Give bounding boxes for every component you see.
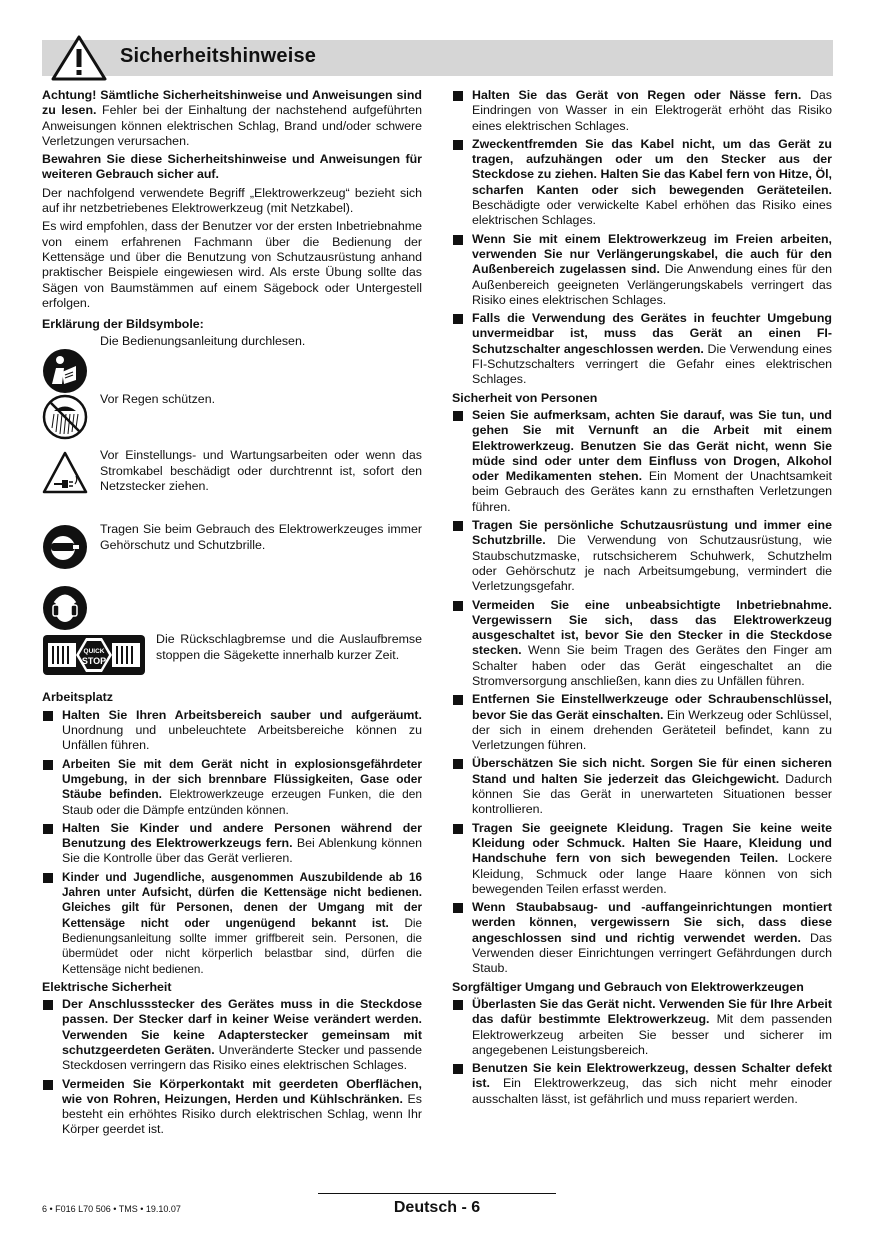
list-item: Entfernen Sie Einstellwerkzeuge oder Schraubenschlüssel, bevor Sie das Gerät einschalten. Ein Werkzeug oder Schlüssel, der sich in einem drehenden Geräteteil befindet, kann zu Verletzungen führen. xyxy=(452,692,832,753)
list-item: Überlasten Sie das Gerät nicht. Verwenden Sie für Ihre Arbeit das dafür bestimmte Elektrowerkzeug. Mit dem passenden Elektrowerkzeug arbeiten Sie besser und sicherer im angegebenen Leistungsbereich. xyxy=(452,997,832,1058)
intro-warning: Achtung! Sämtliche Sicherheitshinweise und Anweisungen sind zu lesen. Fehler bei der Einhaltung der nachstehend aufgeführten Anweisungen können elektrischen Schlag, Brand und/oder schwere Verletzungen verursachen. xyxy=(42,88,422,148)
quickstop-bottom-text: STOP xyxy=(81,656,107,667)
list-item: Wenn Staubabsaug- und -auffangeinrichtungen montiert werden können, vergewissern Sie sich, dass diese angeschlossen sind und richtig verwendet werden. Das Verwenden dieser Einrichtungen verringert Gefährdungen durch Staub. xyxy=(452,900,832,976)
page-title: Sicherheitshinweise xyxy=(120,45,317,67)
elektrisch-heading: Elektrische Sicherheit xyxy=(42,979,172,994)
symbol-text-unplug: Vor Einstellungs- und Wartungsarbeiten oder wenn das Stromkabel beschädigt oder durchtrennt ist, sofort den Netzstecker ziehen. xyxy=(100,448,422,494)
list-item: Kinder und Jugendliche, ausgenommen Auszubildende ab 16 Jahren unter Aufsicht, dürfen die Kettensäge nicht bedienen. Gleiches gilt für Personen, denen der Umgang mit der Kettensäge nicht oder ungenügend bekannt ist. Die Bedienungsanleitung sollte immer griffbereit sein. Personen, die übermüdet oder nicht körperlich belastbar sind, dürfen die Kettensäge nicht bedienen. xyxy=(42,870,422,977)
symbol-row-rain xyxy=(42,392,422,444)
symbols-heading: Erklärung der Bildsymbole: xyxy=(42,317,204,332)
list-item: Überschätzen Sie sich nicht. Sorgen Sie für einen sicheren Stand und halten Sie jederzeit das Gleichgewicht. Dadurch können Sie das Gerät in unerwarteten Situationen besser kontrollieren. xyxy=(452,756,832,817)
umgang-heading: Sorgfältiger Umgang und Gebrauch von Elektrowerkzeugen xyxy=(452,979,804,994)
intro-recommendation: Es wird empfohlen, dass der Benutzer vor der ersten Inbetriebnahme von einem erfahrenen Fachmann über die Bedienung der Kettensäge und über die Benutzung von Schutzausrüstung anhand praktischer Beispiele eingewiesen wird. Als erste Übung sollte das Sägen von Baumstämmen auf einem Sägebock oder Untergestell erfolgen. xyxy=(42,219,422,310)
list-item: Vermeiden Sie eine unbeabsichtigte Inbetriebnahme. Vergewissern Sie sich, dass das Elektrowerkzeug ausgeschaltet ist, bevor Sie den Stecker in die Steckdose stecken. Wenn Sie beim Tragen des Gerätes den Finger am Schalter haben oder das Gerät eingeschaltet an die Stromversorgung anschließen, kann dies zu Unfällen führen. xyxy=(452,598,832,690)
warning-triangle-icon xyxy=(50,34,108,82)
personen-heading: Sicherheit von Personen xyxy=(452,390,598,405)
safety-goggles-icon xyxy=(42,524,88,570)
list-item: Zweckentfremden Sie das Kabel nicht, um das Gerät zu tragen, aufzuhängen oder um den Stecker aus der Steckdose zu ziehen. Halten Sie das Kabel fern von Hitze, Öl, scharfen Kanten oder sich bewegenden Geräteteilen. Beschädigte oder verwickelte Kabel erhöhen das Risiko eines elektrischen Schlages. xyxy=(452,137,832,229)
symbol-text-quickstop: Die Rückschlagbremse und die Auslaufbremse stoppen die Sägekette innerhalb kurzer Zeit. xyxy=(156,632,422,662)
list-item: Tragen Sie geeignete Kleidung. Tragen Sie keine weite Kleidung oder Schmuck. Halten Sie Haare, Kleidung und Handschuhe fern von sich bewegenden Teilen. Lockere Kleidung, Schmuck oder lange Haare können von sich bewegenden Teilen erfasst werden. xyxy=(452,821,832,897)
intro-term: Der nachfolgend verwendete Begriff „Elektrowerkzeug“ bezieht sich auf ihr netzbetriebenes Elektrowerkzeug (mit Netzkabel). xyxy=(42,185,422,216)
symbol-row-manual xyxy=(42,334,422,388)
list-item: Der Anschlussstecker des Gerätes muss in die Steckdose passen. Der Stecker darf in keiner Weise verändert werden. Verwenden Sie keine Adapterstecker gemeinsam mit schutzgeerdeten Geräten. Unveränderte Stecker und passende Steckdosen verringern das Risiko eines elektrischen Schlages. xyxy=(42,997,422,1073)
list-item: Vermeiden Sie Körperkontakt mit geerdeten Oberflächen, wie von Rohren, Heizungen, Herden und Kühlschränken. Es besteht ein erhöhtes Risiko durch elektrischen Schlag, wenn Ihr Körper geerdet ist. xyxy=(42,1077,422,1138)
list-item: Halten Sie Kinder und andere Personen während der Benutzung des Elektrowerkzeugs fern. Bei Ablenkung können Sie die Kontrolle über das Gerät verlieren. xyxy=(42,821,422,867)
footer-divider xyxy=(318,1193,556,1194)
rain-protection-icon xyxy=(42,394,88,440)
symbol-text-protection: Tragen Sie beim Gebrauch des Elektrowerkzeuges immer Gehörschutz und Schutzbrille. xyxy=(100,522,422,552)
quickstop-top-text: QUICK xyxy=(83,648,105,656)
list-item: Wenn Sie mit einem Elektrowerkzeug im Freien arbeiten, verwenden Sie nur Verlängerungskabel, die auch für den Außenbereich zugelassen sind. Die Anwendung eines für den Außenbereich geeigneten Verlängerungskabels verringert das Risiko eines elektrischen Schlages. xyxy=(452,232,832,308)
list-item: Halten Sie das Gerät von Regen oder Nässe fern. Das Eindringen von Wasser in ein Elektrogerät erhöht das Risiko eines elektrischen Schlages. xyxy=(452,88,832,134)
document-info: 6 • F016 L70 506 • TMS • 19.10.07 xyxy=(42,1204,181,1214)
symbol-row-protection xyxy=(42,522,422,628)
symbol-text-manual: Die Bedienungsanleitung durchlesen. xyxy=(100,334,306,349)
read-manual-icon xyxy=(42,348,88,394)
ear-protection-icon xyxy=(42,585,88,631)
arbeitsplatz-heading: Arbeitsplatz xyxy=(42,690,113,705)
arbeitsplatz-list xyxy=(42,708,422,977)
unplug-warning-icon xyxy=(42,450,88,496)
left-column xyxy=(42,88,422,1141)
umgang-list xyxy=(452,997,832,1107)
right-column xyxy=(452,88,832,1110)
list-item: Falls die Verwendung des Gerätes in feuchter Umgebung unvermeidbar ist, muss das Gerät an einen FI-Schutzschalter angeschlossen werden. Die Verwendung eines FI-Schutzschalters verringert die Gefahr eines elektrischen Schlages. xyxy=(452,311,832,387)
symbol-text-rain: Vor Regen schützen. xyxy=(100,392,216,407)
symbol-row-quickstop xyxy=(42,632,422,686)
list-item: Seien Sie aufmerksam, achten Sie darauf, was Sie tun, und gehen Sie mit Vernunft an die Arbeit mit einem Elektrowerkzeug. Benutzen Sie das Gerät nicht, wenn Sie müde sind oder unter dem Einfluss von Drogen, Alkohol oder Medikamenten stehen. Ein Moment der Unachtsamkeit beim Gebrauch des Gerätes kann zu ernsthaften Verletzungen führen. xyxy=(452,408,832,515)
page-number: Deutsch - 6 xyxy=(393,1199,481,1216)
quickstop-icon xyxy=(42,634,146,676)
personen-list xyxy=(452,408,832,977)
list-item: Arbeiten Sie mit dem Gerät nicht in explosionsgefährdeter Umgebung, in der sich brennbare Flüssigkeiten, Gase oder Stäube befinden. Elektrowerkzeuge erzeugen Funken, die den Staub oder die Dämpfe entzünden können. xyxy=(42,757,422,818)
elektrisch-cont-list xyxy=(452,88,832,388)
symbol-row-unplug xyxy=(42,448,422,518)
list-item: Halten Sie Ihren Arbeitsbereich sauber und aufgeräumt. Unordnung und unbeleuchtete Arbeitsbereiche können zu Unfällen führen. xyxy=(42,708,422,754)
elektrisch-list xyxy=(42,997,422,1138)
intro-keep: Bewahren Sie diese Sicherheitshinweise und Anweisungen für weiteren Gebrauch sicher auf. xyxy=(42,152,422,182)
list-item: Tragen Sie persönliche Schutzausrüstung und immer eine Schutzbrille. Die Verwendung von Schutzausrüstung, wie Staubschutzmaske, rutschsicherem Schuhwerk, Schutzhelm oder Gehörschutz je nach Arbeitsumgebung, vermindert die Verletzungsgefahr. xyxy=(452,518,832,594)
section-header xyxy=(42,40,833,76)
list-item: Benutzen Sie kein Elektrowerkzeug, dessen Schalter defekt ist. Ein Elektrowerkzeug, das sich nicht mehr einoder ausschalten lässt, ist gefährlich und muss repariert werden. xyxy=(452,1061,832,1107)
